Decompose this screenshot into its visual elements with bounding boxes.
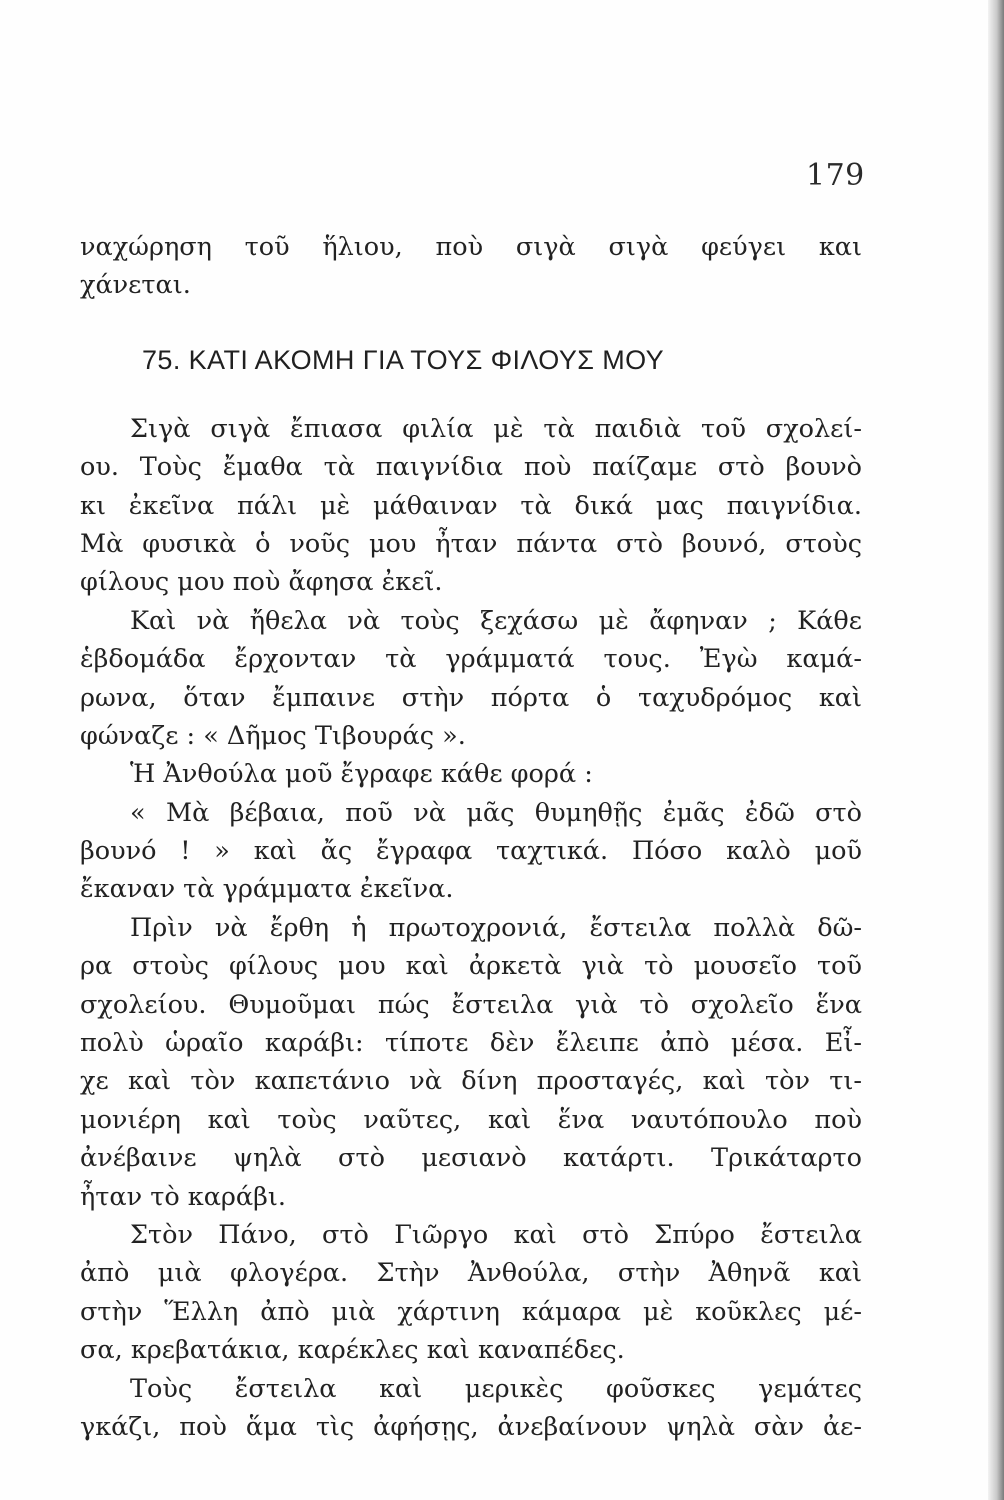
paragraph-line: Τοὺς ἔστειλα καὶ μερικὲς φοῦσκες γεμάτες xyxy=(130,1373,862,1404)
paragraph-line: Καὶ νὰ ἤθελα νὰ τοὺς ξεχάσω μὲ ἄφηναν ; Κάθε xyxy=(130,605,862,636)
paragraph-line: χε καὶ τὸν καπετάνιο νὰ δίνη προσταγές, καὶ τὸν τι- xyxy=(80,1066,862,1097)
paragraph-line: γκάζι, ποὺ ἅμα τὶς ἀφήσῃς, ἀνεβαίνουν ψηλὰ σὰν ἀε- xyxy=(80,1411,862,1442)
paragraph-line: Μὰ φυσικὰ ὁ νοῦς μου ἦταν πάντα στὸ βουνό, στοὺς xyxy=(80,528,862,559)
paragraph-line: Στὸν Πάνο, στὸ Γιῶργο καὶ στὸ Σπύρο ἔστειλα xyxy=(130,1219,862,1250)
paragraph-line: σα, κρεβατάκια, καρέκλες καὶ καναπέδες. xyxy=(80,1335,625,1366)
paragraph-line: μονιέρη καὶ τοὺς ναῦτες, καὶ ἕνα ναυτόπουλο ποὺ xyxy=(80,1104,862,1135)
page-edge-shadow xyxy=(988,0,1004,1500)
paragraph-line: φώναζε : « Δῆμος Τιβουράς ». xyxy=(80,720,466,751)
paragraph-line: στὴν Ἕλλη ἀπὸ μιὰ χάρτινη κάμαρα μὲ κοῦκλες μέ- xyxy=(80,1296,862,1327)
paragraph-line: βουνό ! » καὶ ἄς ἔγραφα ταχτικά. Πόσο καλὸ μοῦ xyxy=(80,836,862,867)
paragraph-line: ου. Τοὺς ἔμαθα τὰ παιγνίδια ποὺ παίζαμε στὸ βουνὸ xyxy=(80,452,862,483)
paragraph-line: ἀπὸ μιὰ φλογέρα. Στὴν Ἀνθούλα, στὴν Ἀθηνᾶ καὶ xyxy=(80,1258,862,1289)
paragraph-line: ρωνα, ὅταν ἔμπαινε στὴν πόρτα ὁ ταχυδρόμος καὶ xyxy=(80,682,862,713)
chapter-heading: 75. ΚΑΤΙ ΑΚΟΜΗ ΓΙΑ ΤΟΥΣ ΦΙΛΟΥΣ ΜΟΥ xyxy=(142,344,665,375)
intro-line: ναχώρηση τοῦ ἥλιου, ποὺ σιγὰ σιγὰ φεύγει και xyxy=(80,232,862,262)
paragraph-line: « Μὰ βέβαια, ποῦ νὰ μᾶς θυμηθῇς ἐμᾶς ἐδῶ στὸ xyxy=(130,797,862,828)
paragraph-line: Σιγὰ σιγὰ ἔπιασα φιλία μὲ τὰ παιδιὰ τοῦ σχολεί- xyxy=(130,413,862,444)
paragraph-line: πολὺ ὡραῖο καράβι: τίποτε δὲν ἔλειπε ἀπὸ μέσα. Εἶ- xyxy=(80,1028,862,1059)
paragraph-line: ἑβδομάδα ἔρχονταν τὰ γράμματά τους. Ἐγὼ καμά- xyxy=(80,644,862,675)
page-number: 179 xyxy=(806,158,865,193)
paragraph-line: ἀνέβαινε ψηλὰ στὸ μεσιανὸ κατάρτι. Τρικάταρτο xyxy=(80,1143,862,1174)
paragraph-line: κι ἐκεῖνα πάλι μὲ μάθαιναν τὰ δικά μας παιγνίδια. xyxy=(80,490,862,521)
intro-line: χάνεται. xyxy=(80,270,191,301)
paragraph-line: φίλους μου ποὺ ἄφησα ἐκεῖ. xyxy=(80,567,443,598)
paragraph-line: ἦταν τὸ καράβι. xyxy=(80,1181,286,1212)
paragraph-line: Πρὶν νὰ ἔρθη ἡ πρωτοχρονιά, ἔστειλα πολλὰ δῶ- xyxy=(130,912,862,943)
paragraph-line: ρα στοὺς φίλους μου καὶ ἀρκετὰ γιὰ τὸ μουσεῖο τοῦ xyxy=(80,951,862,982)
paragraph-line: Ἡ Ἀνθούλα μοῦ ἔγραφε κάθε φορά : xyxy=(130,759,593,790)
paragraph-line: ἔκαναν τὰ γράμματα ἐκεῖνα. xyxy=(80,874,454,905)
page-text xyxy=(80,228,862,1446)
paragraph-line: σχολείου. Θυμοῦμαι πώς ἔστειλα γιὰ τὸ σχολεῖο ἕνα xyxy=(80,989,862,1020)
